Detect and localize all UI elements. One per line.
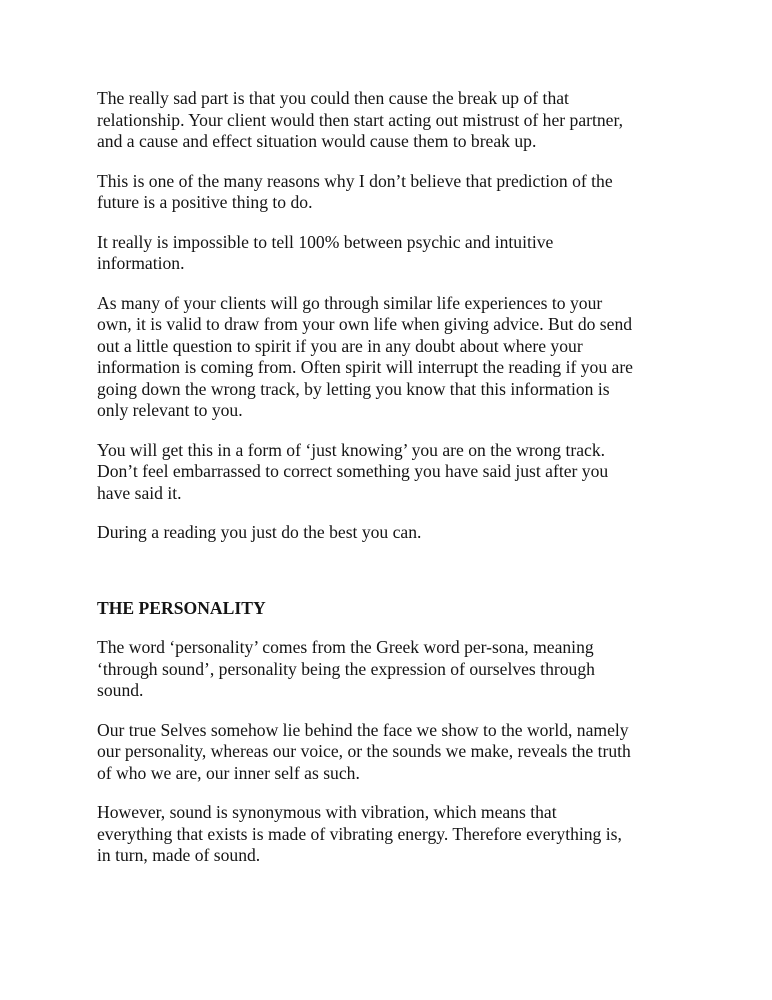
- paragraph: You will get this in a form of ‘just knowing’ you are on the wrong track. Don’t feel embarrassed to correct something you have said just after you have said it.: [97, 439, 609, 503]
- paragraph: Our true Selves somehow lie behind the face we show to the world, namely our personality, whereas our voice, or the sounds we make, reveals the truth of who we are, our inner self as such.: [97, 719, 631, 783]
- paragraph: However, sound is synonymous with vibration, which means that everything that exists is made of vibrating energy. Therefore everything is, in turn, made of sound.: [97, 802, 622, 865]
- paragraph: As many of your clients will go through similar life experiences to your own, it is valid to draw from your own life when giving advice. But do send out a little question to spirit if you are in any doubt about where your information is coming from. Often spirit will interrupt the reading if you are going down the wrong track, by letting you know that this information is only relevant to you.: [97, 292, 633, 420]
- paragraph: The word ‘personality’ comes from the Greek word per-sona, meaning ‘through sound’, personality being the expression of ourselves through sound.: [97, 637, 595, 700]
- paragraph: This is one of the many reasons why I don’t believe that prediction of the future is a positive thing to do.: [97, 170, 613, 212]
- paragraph: During a reading you just do the best you can.: [97, 522, 422, 542]
- document-page: [97, 88, 697, 885]
- paragraph: The really sad part is that you could then cause the break up of that relationship. Your client would then start acting out mistrust of her partner, and a cause and effect situation would cause them to break up.: [97, 88, 624, 151]
- section-heading: THE PERSONALITY: [97, 597, 266, 618]
- paragraph: It really is impossible to tell 100% between psychic and intuitive information.: [97, 231, 554, 273]
